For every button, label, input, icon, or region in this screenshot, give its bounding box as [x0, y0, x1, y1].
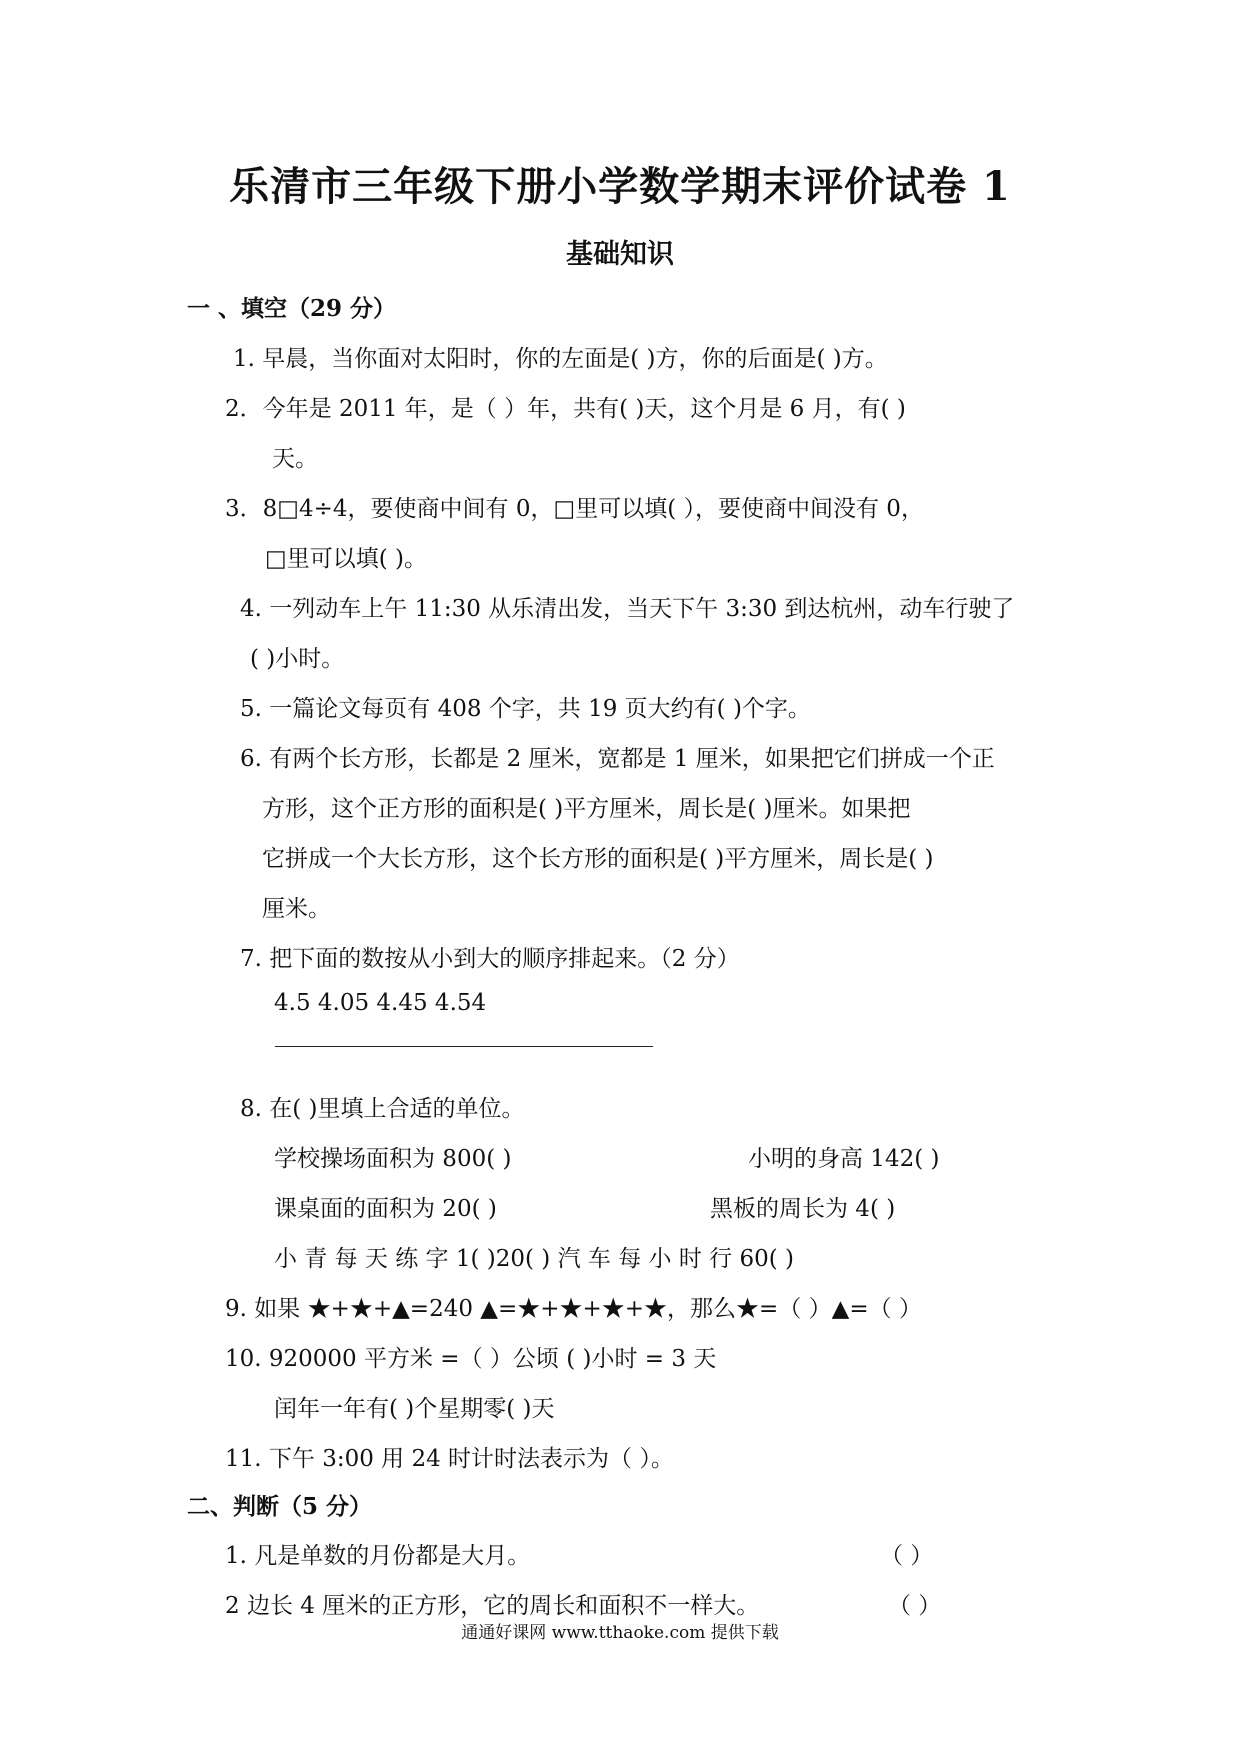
- question-7: 7. 把下面的数按从小到大的顺序排起来。（2 分）: [240, 946, 740, 972]
- section-heading-judgement: 二、判断（5 分）: [187, 1493, 373, 1520]
- judgement-2: 2 边长 4 厘米的正方形，它的周长和面积不一样大。: [225, 1593, 760, 1619]
- page-subtitle: 基础知识: [566, 239, 674, 270]
- question-9: 9. 如果 ★+★+▲=240 ▲=★+★+★+★，那么★=（ ）▲=（ ）: [225, 1296, 922, 1322]
- question-3: 3．8□4÷4，要使商中间有 0，□里可以填( ），要使商中间没有 0，: [225, 496, 924, 522]
- question-8-item-4: 黑板的周长为 4( ): [710, 1196, 896, 1222]
- question-3-cont: □里可以填( )。: [265, 546, 427, 572]
- question-6: 6. 有两个长方形，长都是 2 厘米，宽都是 1 厘米，如果把它们拼成一个正: [240, 746, 995, 772]
- question-8-item-1: 学校操场面积为 800( ): [274, 1146, 512, 1172]
- judgement-1-answer: （ ）: [880, 1543, 934, 1569]
- question-8: 8. 在( )里填上合适的单位。: [240, 1096, 525, 1122]
- answer-blank-line: [275, 1046, 653, 1047]
- question-6-cont-3: 厘米。: [262, 896, 331, 922]
- footer-credit: 通通好课网 www.tthaoke.com 提供下载: [461, 1623, 779, 1643]
- question-5: 5. 一篇论文每页有 408 个字，共 19 页大约有( )个字。: [240, 696, 811, 722]
- question-6-cont-1: 方形，这个正方形的面积是( )平方厘米，周长是( )厘米。如果把: [262, 796, 911, 822]
- question-2-cont: 天。: [272, 446, 318, 472]
- question-4: 4. 一列动车上午 11:30 从乐清出发，当天下午 3:30 到达杭州，动车行驶了: [240, 596, 1015, 622]
- question-8-item-2: 小明的身高 142( ): [748, 1146, 940, 1172]
- question-7-numbers: 4.5 4.05 4.45 4.54: [274, 990, 487, 1016]
- section-heading-fill-in: 一 、填空（29 分）: [187, 295, 397, 322]
- question-10-cont: 闰年一年有( )个星期零( )天: [274, 1396, 555, 1422]
- question-8-item-5: 小 青 每 天 练 字 1( )20( ) 汽 车 每 小 时 行 60( ): [274, 1246, 794, 1272]
- page-title: 乐清市三年级下册小学数学期末评价试卷 1: [229, 163, 1011, 210]
- question-1: 1. 早晨，当你面对太阳时，你的左面是( )方，你的后面是( )方。: [233, 346, 888, 372]
- judgement-1: 1. 凡是单数的月份都是大月。: [225, 1543, 531, 1569]
- question-8-item-3: 课桌面的面积为 20( ): [274, 1196, 497, 1222]
- judgement-2-answer: （ ）: [888, 1593, 942, 1619]
- question-11: 11. 下午 3:00 用 24 时计时法表示为（ ）。: [225, 1446, 674, 1472]
- question-10: 10. 920000 平方米 =（ ）公顷 ( )小时 = 3 天: [225, 1346, 717, 1372]
- question-2: 2．今年是 2011 年，是（ ）年，共有( )天，这个月是 6 月，有( ): [225, 396, 906, 422]
- question-6-cont-2: 它拼成一个大长方形，这个长方形的面积是( )平方厘米，周长是( ): [262, 846, 934, 872]
- question-4-cont: ( )小时。: [250, 646, 345, 672]
